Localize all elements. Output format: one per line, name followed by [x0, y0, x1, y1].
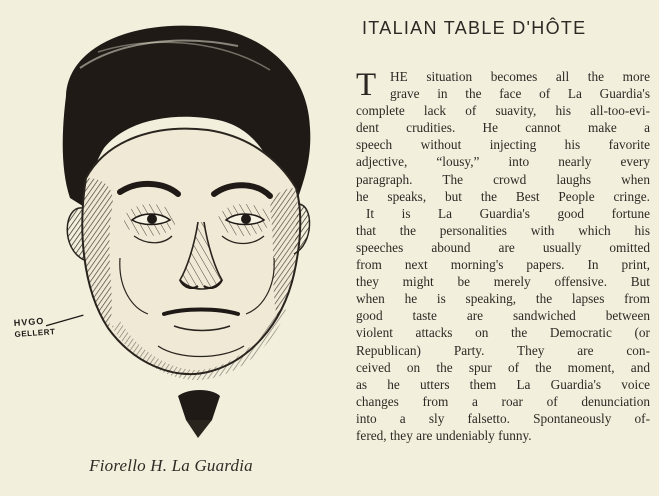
article-body: [356, 68, 650, 444]
article-line: changes from a roar of denunciation: [356, 393, 650, 409]
article-line: from next morning's papers. In print,: [356, 257, 650, 273]
article-line: paragraph. The crowd laughs when: [356, 171, 650, 187]
article-line: grave in the face of La Guardia's: [390, 86, 650, 102]
article-line: good taste are sandwiched between: [356, 308, 650, 324]
article-line: fered, they are undeniably funny.: [356, 427, 532, 443]
article-line: he speaks, but the Best People cringe.: [356, 188, 650, 204]
article-line: that the personalities with which his: [356, 222, 650, 238]
article-line: as he utters them La Guardia's voice: [356, 376, 650, 392]
article-line: dent crudities. He cannot make a: [356, 120, 650, 136]
article-line: complete lack of suavity, his all-too-evi-: [356, 103, 650, 119]
portrait-drawing-icon: [8, 8, 334, 448]
article-line: speech without injecting his favorite: [356, 137, 650, 153]
article-line: adjective, “lousy,” into nearly every: [356, 154, 650, 170]
article-line: Republican) Party. They are con-: [356, 342, 650, 358]
svg-text:GELLERT: GELLERT: [14, 327, 56, 339]
article-line: when he is speaking, the lapses from: [356, 291, 650, 307]
article-line: It is La Guardia's good fortune: [366, 205, 650, 221]
article-line: HE situation becomes all the more: [390, 69, 650, 84]
drop-cap: T: [356, 67, 377, 103]
article-line: violent attacks on the Democratic (or: [356, 325, 650, 341]
article-line: speeches abound are usually omitted: [356, 239, 650, 255]
portrait-illustration: [8, 8, 334, 448]
section-title: ITALIAN TABLE D'HÔTE: [362, 18, 587, 38]
svg-text:HVGO: HVGO: [13, 315, 45, 328]
article-line: ceived on the spur of the moment, and: [356, 359, 650, 375]
article-line: they might be merely offensive. But: [356, 274, 650, 290]
portrait-caption: Fiorello H. La Guardia: [89, 456, 253, 475]
artist-signature: [13, 313, 84, 339]
article-line: into a sly falsetto. Spontaneously of-: [356, 410, 650, 426]
